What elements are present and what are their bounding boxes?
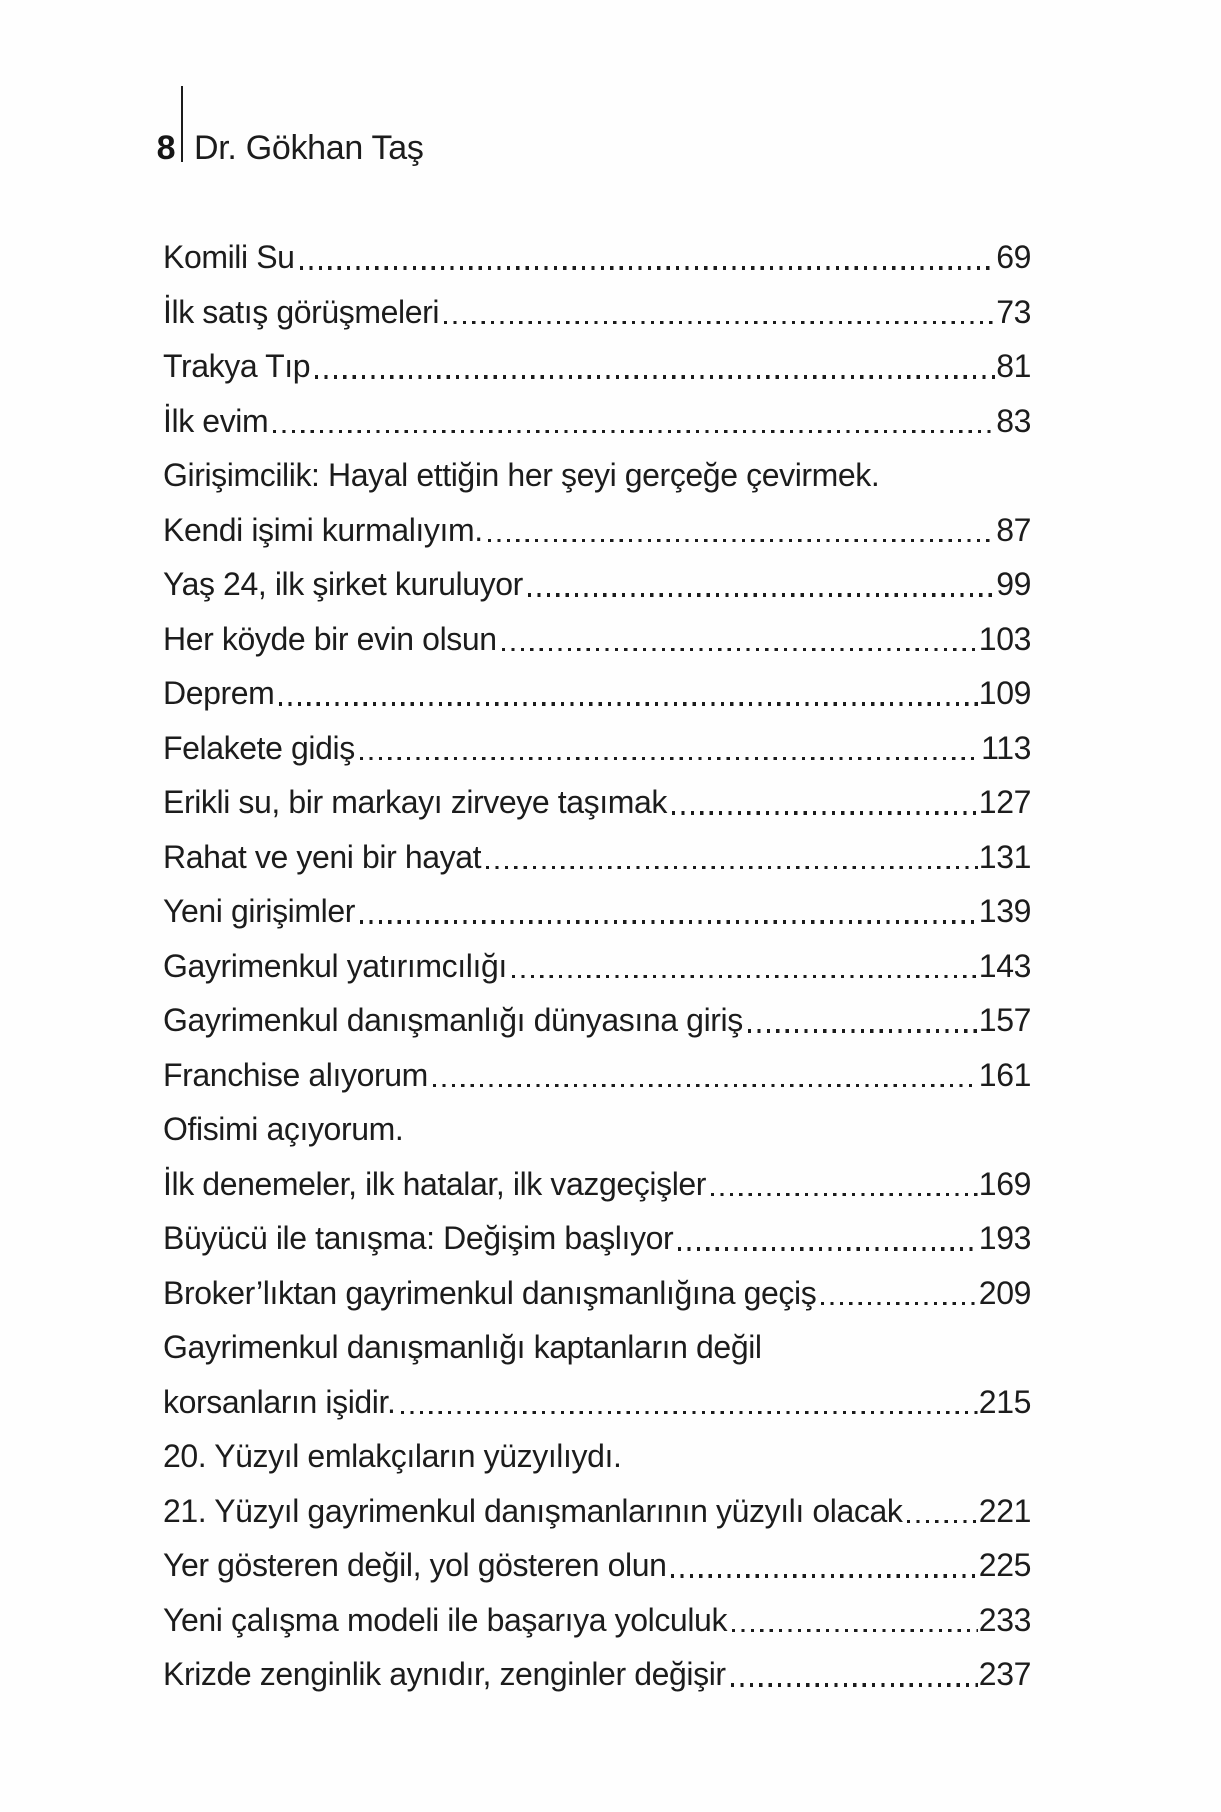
toc-entry (163, 884, 1031, 939)
toc-entry (163, 721, 1031, 776)
toc-entry-page: 225 (978, 1547, 1031, 1583)
toc-entry-page: 139 (978, 893, 1031, 929)
toc-entry-page: 87 (996, 511, 1031, 548)
toc-leader-dots (273, 430, 995, 433)
toc-leader-dots (360, 757, 980, 760)
toc-entry-page: 113 (981, 729, 1031, 766)
toc-entry-title: Komili Su (163, 239, 295, 275)
toc-entry (163, 1647, 1031, 1702)
toc-entry (163, 557, 1031, 612)
toc-entry-title: Yaş 24, ilk şirket kuruluyor (163, 566, 523, 602)
toc-entry (163, 775, 1031, 830)
toc-entry (163, 339, 1031, 394)
running-header (0, 0, 1221, 180)
toc-entry-title: 21. Yüzyıl gayrimenkul danışmanlarının yüzyılı olacak (163, 1492, 903, 1529)
toc-leader-dots (671, 1574, 977, 1577)
toc-entry (163, 1211, 1031, 1266)
toc-entry-page: 169 (978, 1165, 1031, 1202)
toc-leader-dots (907, 1520, 977, 1523)
toc-leader-dots (360, 920, 978, 923)
toc-entry (163, 1429, 1031, 1484)
toc-entry (163, 230, 1031, 285)
toc-leader-dots (678, 1247, 978, 1250)
toc-entry-page: 233 (978, 1601, 1031, 1638)
toc-entry-page: 83 (996, 402, 1031, 439)
toc-entry-title: Gayrimenkul danışmanlığı kaptanların değil (163, 1329, 762, 1365)
table-of-contents (163, 230, 1031, 1702)
toc-entry-title: Gayrimenkul yatırımcılığı (163, 947, 507, 984)
toc-entry (163, 1538, 1031, 1593)
toc-entry-page: 221 (978, 1492, 1031, 1529)
toc-leader-dots (315, 375, 995, 378)
toc-entry-title: İlk evim (163, 402, 269, 439)
toc-entry-title: Girişimcilik: Hayal ettiğin her şeyi gerçeğe çevirmek. (163, 457, 880, 493)
toc-leader-dots (821, 1302, 977, 1305)
toc-entry-page: 99 (996, 566, 1031, 602)
toc-leader-dots (488, 539, 995, 542)
toc-entry-title: Franchise alıyorum (163, 1056, 428, 1093)
toc-entry-title: korsanların işidir. (163, 1383, 396, 1420)
toc-leader-dots (502, 648, 978, 651)
toc-entry-page: 157 (978, 1002, 1031, 1038)
toc-entry (163, 448, 1031, 503)
toc-leader-dots (401, 1411, 978, 1414)
toc-entry-title: Büyücü ile tanışma: Değişim başlıyor (163, 1220, 674, 1256)
toc-entry-page: 69 (996, 239, 1031, 275)
toc-entry-title: Gayrimenkul danışmanlığı dünyasına giriş (163, 1002, 743, 1038)
toc-entry-title: İlk denemeler, ilk hatalar, ilk vazgeçişler (163, 1165, 707, 1202)
toc-entry-page: 103 (978, 620, 1031, 657)
toc-entry-title: Rahat ve yeni bir hayat (163, 838, 482, 875)
toc-entry (163, 1484, 1031, 1539)
toc-leader-dots (433, 1084, 978, 1087)
toc-entry-title: Krizde zenginlik aynıdır, zenginler değişir (163, 1656, 726, 1692)
toc-leader-dots (486, 866, 978, 869)
toc-entry-page: 161 (978, 1056, 1031, 1093)
folio-page-number: 8 (156, 129, 175, 167)
toc-entry (163, 1048, 1031, 1103)
toc-entry-page: 127 (978, 784, 1031, 820)
toc-entry-page: 237 (978, 1656, 1031, 1692)
toc-entry-title: Her köyde bir evin olsun (163, 620, 497, 657)
toc-entry (163, 503, 1031, 558)
header-vertical-rule (181, 86, 183, 162)
toc-entry (163, 1266, 1031, 1321)
toc-entry (163, 1320, 1031, 1375)
toc-entry-page: 81 (996, 348, 1031, 384)
toc-entry (163, 394, 1031, 449)
toc-entry (163, 1593, 1031, 1648)
toc-entry-page: 209 (978, 1274, 1031, 1311)
toc-entry-title: Felakete gidiş (163, 729, 355, 766)
toc-entry (163, 939, 1031, 994)
toc-entry-page: 193 (978, 1220, 1031, 1256)
toc-entry-title: İlk satış görüşmeleri (163, 293, 440, 330)
toc-entry-title: Kendi işimi kurmalıyım. (163, 511, 483, 548)
toc-leader-dots (300, 266, 996, 269)
toc-entry-title: Yeni girişimler (163, 893, 356, 929)
toc-leader-dots (528, 593, 995, 596)
toc-entry-title: Broker’lıktan gayrimenkul danışmanlığına geçiş (163, 1274, 817, 1311)
toc-entry-page: 73 (996, 293, 1031, 330)
toc-leader-dots (732, 1629, 978, 1632)
toc-entry (163, 285, 1031, 340)
toc-entry (163, 1157, 1031, 1212)
toc-entry (163, 993, 1031, 1048)
toc-leader-dots (444, 321, 995, 324)
toc-entry-page: 109 (978, 675, 1031, 711)
toc-entry-title: Ofisimi açıyorum. (163, 1111, 404, 1147)
toc-entry (163, 612, 1031, 667)
toc-entry-page: 143 (978, 947, 1031, 984)
toc-entry-title: Yer gösteren değil, yol gösteren olun (163, 1547, 667, 1583)
toc-entry-title: Deprem (163, 675, 275, 711)
toc-leader-dots (672, 811, 978, 814)
toc-entry-title: Yeni çalışma modeli ile başarıya yolculuk (163, 1601, 728, 1638)
toc-entry-page: 131 (978, 838, 1031, 875)
toc-entry (163, 666, 1031, 721)
toc-entry (163, 1375, 1031, 1430)
toc-leader-dots (279, 702, 977, 705)
toc-entry (163, 1102, 1031, 1157)
toc-entry-title: Erikli su, bir markayı zirveye taşımak (163, 784, 668, 820)
toc-entry (163, 830, 1031, 885)
toc-leader-dots (512, 975, 978, 978)
toc-leader-dots (711, 1193, 978, 1196)
toc-leader-dots (731, 1683, 978, 1686)
running-header-title: Dr. Gökhan Taş (194, 129, 424, 167)
toc-leader-dots (748, 1029, 978, 1032)
toc-entry-title: Trakya Tıp (163, 348, 311, 384)
toc-entry-title: 20. Yüzyıl emlakçıların yüzyılıydı. (163, 1438, 622, 1474)
toc-entry-page: 215 (978, 1383, 1031, 1420)
